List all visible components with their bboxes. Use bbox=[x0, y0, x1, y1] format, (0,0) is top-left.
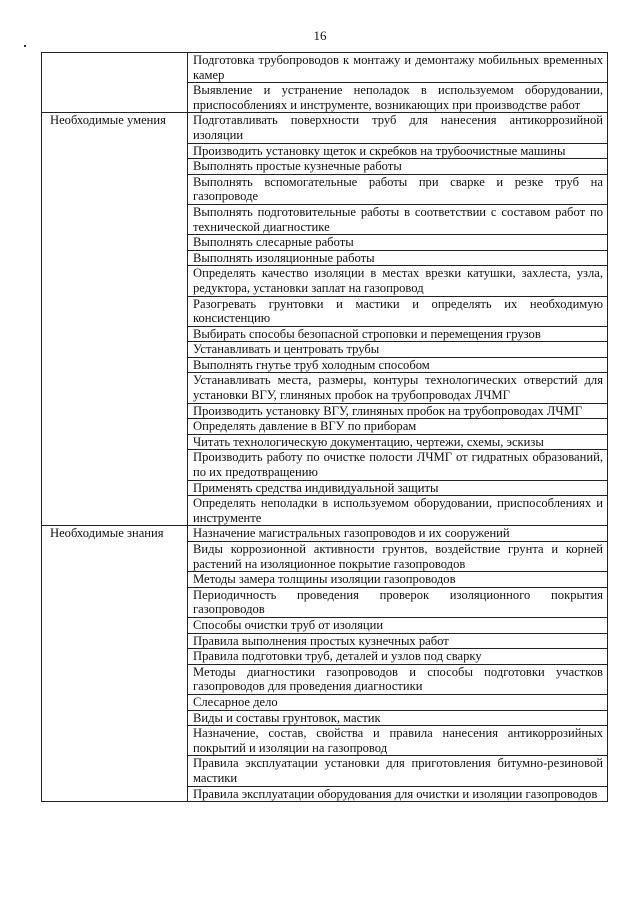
requirement-cell: Производить работу по очистке полости ЛЧМГ от гидратных образований, по их предотвращению bbox=[188, 450, 608, 480]
requirement-cell: Выполнять гнутье труб холодным способом bbox=[188, 357, 608, 373]
competency-table bbox=[41, 52, 608, 802]
scan-dot bbox=[24, 45, 26, 47]
category-cell: Необходимые знания bbox=[42, 526, 188, 802]
requirement-cell: Выявление и устранение неполадок в используемом оборудовании, приспособлениях и инструменте, возникающих при производстве работ bbox=[188, 83, 608, 113]
requirement-cell: Слесарное дело bbox=[188, 694, 608, 710]
requirement-cell: Выполнять простые кузнечные работы bbox=[188, 159, 608, 175]
requirement-cell: Выполнять слесарные работы bbox=[188, 235, 608, 251]
requirement-cell: Виды и составы грунтовок, мастик bbox=[188, 710, 608, 726]
table-row bbox=[42, 53, 608, 83]
requirement-cell: Правила эксплуатации оборудования для очистки и изоляции газопроводов bbox=[188, 786, 608, 802]
requirement-cell: Правила выполнения простых кузнечных работ bbox=[188, 633, 608, 649]
category-cell bbox=[42, 53, 188, 113]
requirement-cell: Выполнять вспомогательные работы при сварке и резке труб на газопроводе bbox=[188, 174, 608, 204]
table-body bbox=[42, 53, 608, 802]
requirement-cell: Методы замера толщины изоляции газопроводов bbox=[188, 572, 608, 588]
requirement-cell: Производить установку щеток и скребков на трубоочистные машины bbox=[188, 143, 608, 159]
category-cell: Необходимые умения bbox=[42, 113, 188, 526]
requirement-cell: Производить установку ВГУ, глиняных пробок на трубопроводах ЛЧМГ bbox=[188, 403, 608, 419]
requirement-cell: Читать технологическую документацию, чертежи, схемы, эскизы bbox=[188, 434, 608, 450]
requirement-cell: Разогревать грунтовки и мастики и определять их необходимую консистенцию bbox=[188, 296, 608, 326]
requirement-cell: Методы диагностики газопроводов и способы подготовки участков газопроводов для проведения диагностики bbox=[188, 664, 608, 694]
requirement-cell: Определять давление в ВГУ по приборам bbox=[188, 419, 608, 435]
requirement-cell: Устанавливать и центровать трубы bbox=[188, 342, 608, 358]
requirement-cell: Определять неполадки в используемом оборудовании, приспособлениях и инструменте bbox=[188, 496, 608, 526]
requirement-cell: Выполнять подготовительные работы в соответствии с составом работ по технической диагностике bbox=[188, 204, 608, 234]
requirement-cell: Правила подготовки труб, деталей и узлов под сварку bbox=[188, 649, 608, 665]
requirement-cell: Подготавливать поверхности труб для нанесения антикоррозийной изоляции bbox=[188, 113, 608, 143]
requirement-cell: Периодичность проведения проверок изоляционного покрытия газопроводов bbox=[188, 587, 608, 617]
requirement-cell: Способы очистки труб от изоляции bbox=[188, 617, 608, 633]
requirement-cell: Назначение, состав, свойства и правила нанесения антикоррозийных покрытий и изоляции на газопровод bbox=[188, 726, 608, 756]
requirement-cell: Применять средства индивидуальной защиты bbox=[188, 480, 608, 496]
requirement-cell: Назначение магистральных газопроводов и их сооружений bbox=[188, 526, 608, 542]
requirement-cell: Выбирать способы безопасной строповки и перемещения грузов bbox=[188, 326, 608, 342]
requirement-cell: Определять качество изоляции в местах врезки катушки, захлеста, узла, редуктора, установки заплат на газопровод bbox=[188, 266, 608, 296]
requirement-cell: Подготовка трубопроводов к монтажу и демонтажу мобильных временных камер bbox=[188, 53, 608, 83]
table-row bbox=[42, 526, 608, 542]
requirement-cell: Выполнять изоляционные работы bbox=[188, 250, 608, 266]
requirement-cell: Правила эксплуатации установки для приготовления битумно-резиновой мастики bbox=[188, 756, 608, 786]
requirement-cell: Устанавливать места, размеры, контуры технологических отверстий для установки ВГУ, глиняных пробок на трубопроводах ЛЧМГ bbox=[188, 373, 608, 403]
table-row bbox=[42, 113, 608, 143]
requirement-cell: Виды коррозионной активности грунтов, воздействие грунта и корней растений на изоляционное покрытие газопроводов bbox=[188, 542, 608, 572]
page-number: 16 bbox=[313, 28, 327, 43]
